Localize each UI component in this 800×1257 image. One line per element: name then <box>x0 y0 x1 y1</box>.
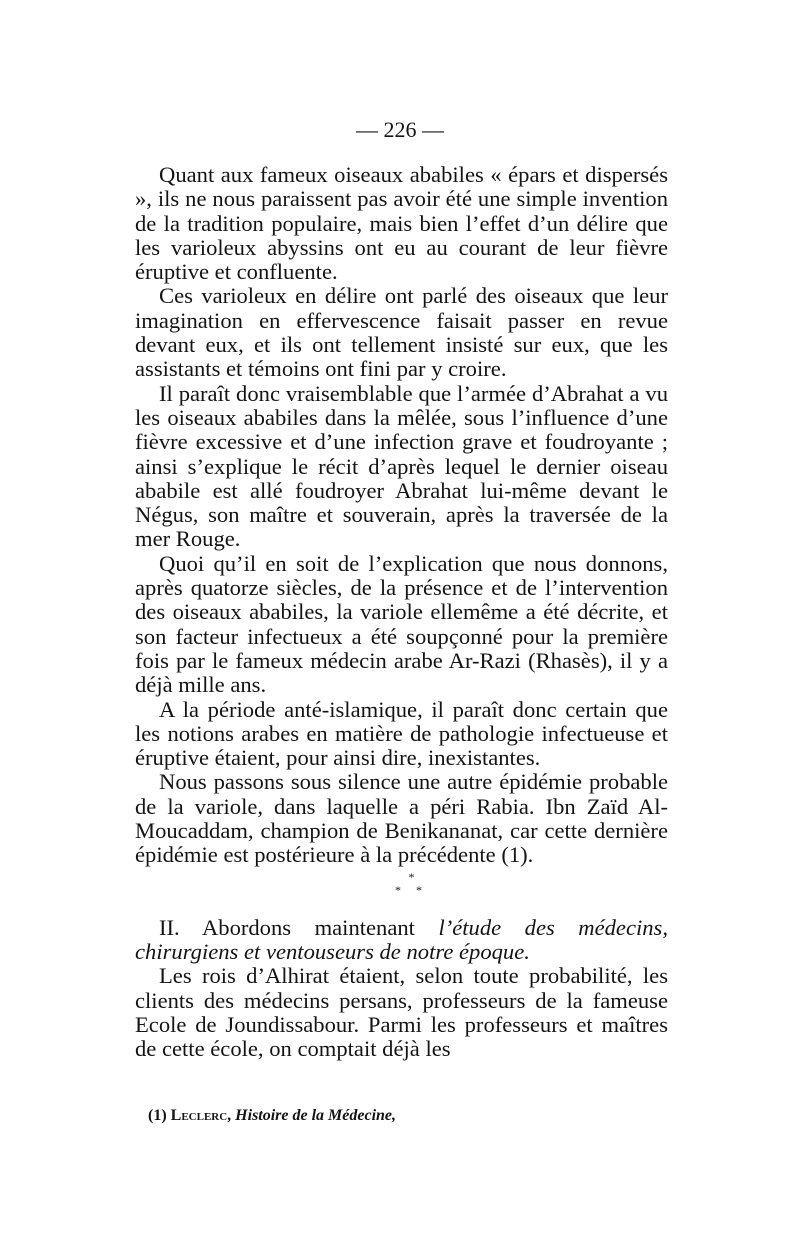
footnote-marker: (1) <box>148 1107 167 1124</box>
page-number: — 226 — <box>356 117 444 142</box>
paragraph-3: Il paraît donc vraisemblable que l’armée d’Abrahat a vu les oiseaux ababiles dans la mêlée, sous l’influence d’une fièvre excessive et d’une infection grave et foudroyante ; ainsi s’explique le récit d’après lequel le dernier oiseau ababile est allé foudroyer Abrahat lui-même devant le Négus, son maître et souverain, après la traversée de la mer Rouge. <box>135 380 668 552</box>
footnote-author: Leclerc, <box>170 1107 232 1124</box>
section-italic-title: l’étude des médecins, chirurgiens et ventouseurs de notre époque. <box>135 914 668 964</box>
section-lead: Abordons maintenant <box>201 914 415 940</box>
footnote <box>148 1106 668 1126</box>
paragraph-2: Ces varioleux en délire ont parlé des oiseaux que leur imagination en effervescence faisait passer en revue devant eux, et ils ont tellement insisté sur eux, que les assistants et témoins ont fini par y croire. <box>135 283 668 382</box>
body-text <box>135 163 668 1061</box>
section-ornament <box>135 868 668 916</box>
paragraph-1: Quant aux fameux oiseaux ababiles « épars et dispersés », ils ne nous paraissent pas avoir été une simple invention de la tradition populaire, mais bien l’effet d’un délire que les varioleux abyssins ont eu au courant de leur fièvre éruptive et confluente. <box>135 162 668 285</box>
section-heading <box>135 916 668 965</box>
paragraph-5: A la période anté-islamique, il paraît donc certain que les notions arabes en matière de pathologie infectueuse et éruptive étaient, pour ainsi dire, inexistantes. <box>135 696 668 771</box>
ornament-top: * <box>408 869 415 884</box>
section-paragraph: Les rois d’Alhirat étaient, selon toute probabilité, les clients des médecins persans, professeurs de la fameuse Ecole de Joundissabour. Parmi les professeurs et maîtres de cette école, on comptait déjà les <box>135 963 668 1062</box>
footnote-title: Histoire de la Médecine, <box>235 1107 397 1124</box>
ornament-bottom: * * <box>395 882 428 897</box>
paragraph-4: Quoi qu’il en soit de l’explication que nous donnons, après quatorze siècles, de la présence et de l’intervention des oiseaux ababiles, la variole ellemême a été décrite, et son facteur infectueux a été soupçonné pour la première fois par le fameux médecin arabe Ar-Razi (Rhasès), il y a déjà mille ans. <box>135 550 668 698</box>
paragraph-6: Nous passons sous silence une autre épidémie probable de la variole, dans laquelle a péri Rabia. Ibn Zaïd Al-Moucaddam, champion de Benikananat, car cette dernière épidémie est postérieure à la précédente (1). <box>135 769 668 868</box>
section-numeral: II. <box>159 914 180 940</box>
